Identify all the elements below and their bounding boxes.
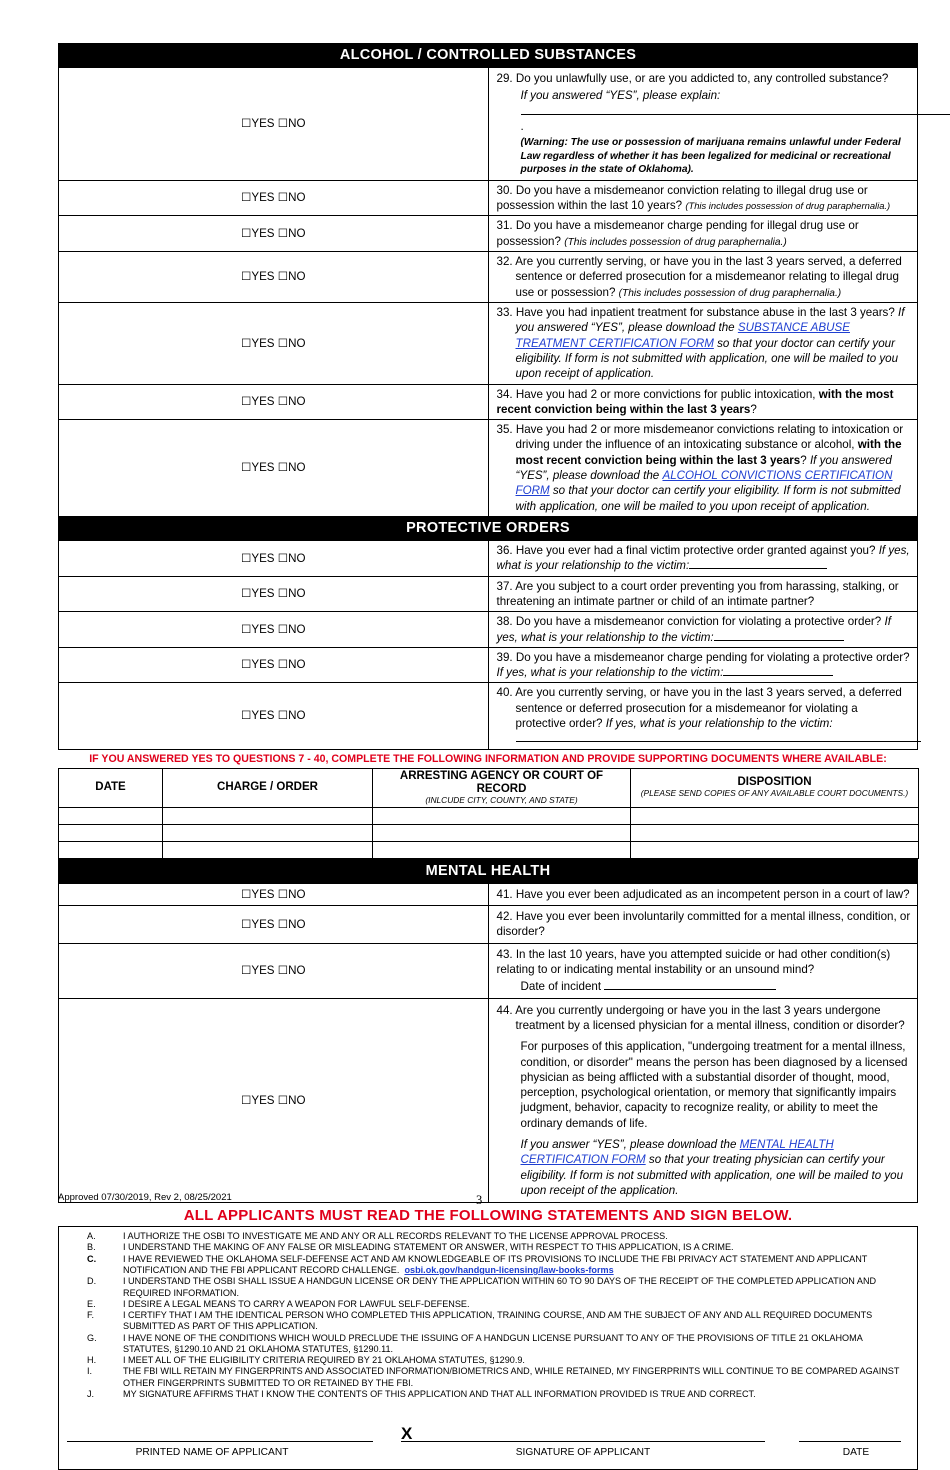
questions-table-mental (58, 859, 918, 1203)
yes-no-checkbox-36[interactable]: ☐YES ☐NO (59, 541, 489, 577)
question-38-text: 38. Do you have a misdemeanor conviction for violating a protective order? (497, 615, 882, 628)
record-cell[interactable] (163, 807, 373, 824)
signature-label: SIGNATURE OF APPLICANT (401, 1447, 765, 1458)
question-37-text: 37. Are you subject to a court order preventing you from harassing, stalking, or threatening an intimate partner or child of an intimate partner? (497, 580, 899, 608)
question-44-text: 44. Are you currently undergoing or have you in the last 3 years undergone treatment by a licensed physician for a mental illness, condition or disorder? (497, 1004, 905, 1032)
statement-letter: J. (87, 1389, 123, 1400)
yes-no-checkbox-40[interactable]: ☐YES ☐NO (59, 683, 489, 749)
statement-letter: D. (87, 1276, 123, 1299)
statement-text: MY SIGNATURE AFFIRMS THAT I KNOW THE CONTENTS OF THIS APPLICATION AND THAT ALL INFORMATION PROVIDED IS TRUE AND CORRECT. (123, 1389, 907, 1400)
record-cell[interactable] (631, 841, 919, 858)
question-35-text: 35. Have you had 2 or more misdemeanor convictions relating to intoxication or driving under the influence of an intoxicating substance or alcohol, (497, 423, 904, 451)
question-44 (59, 998, 918, 1203)
yes-no-checkbox-34[interactable]: ☐YES ☐NO (59, 384, 489, 420)
statement-c (87, 1254, 907, 1277)
statement-letter: G. (87, 1333, 123, 1356)
signature-line[interactable] (401, 1441, 765, 1442)
records-header-agency-sub: (INLCUDE CITY, COUNTY, AND STATE) (374, 796, 629, 806)
records-table (58, 768, 919, 859)
statement-letter: C. (87, 1254, 123, 1277)
yes-no-checkbox-37[interactable]: ☐YES ☐NO (59, 576, 489, 612)
yes-no-checkbox-44[interactable]: ☐YES ☐NO (59, 998, 489, 1203)
statement-f (87, 1310, 907, 1333)
statement-letter: A. (87, 1231, 123, 1242)
question-32-note: (This includes possession of drug paraphernalia.) (619, 288, 842, 299)
statement-text: I UNDERSTAND THE OSBI SHALL ISSUE A HANDGUN LICENSE OR DENY THE APPLICATION WITHIN 60 TO 90 DAYS OF THE RECEIPT OF THE COMPLETED APPLICATION AND REQUIRED INFORMATION. (123, 1276, 907, 1299)
printed-name-label: PRINTED NAME OF APPLICANT (67, 1447, 357, 1458)
signature-x-mark: X (401, 1424, 412, 1444)
question-34 (59, 384, 918, 420)
date-label: DATE (799, 1447, 913, 1458)
marijuana-warning: (Warning: The use or possession of marijuana remains unlawful under Federal Law regardless of whether it has been legalized for medicinal or recreational purposes in the state of Oklahoma). (497, 136, 912, 176)
statement-j (87, 1389, 907, 1400)
question-35-instruction: If you answered “YES”, please download the (516, 454, 892, 482)
statements-header: ALL APPLICANTS MUST READ THE FOLLOWING STATEMENTS AND SIGN BELOW. (58, 1203, 918, 1226)
question-30-text: 30. Do you have a misdemeanor conviction relating to illegal drug use or possession within the last 10 years? (497, 184, 868, 212)
question-31 (59, 216, 918, 252)
date-of-incident-label: Date of incident (521, 980, 602, 993)
explain-input-29[interactable] (521, 104, 950, 115)
yes-no-checkbox-30[interactable]: ☐YES ☐NO (59, 180, 489, 216)
question-44-after: so that your treating physician can certify your eligibility. If form is not submitted with application, one will be mailed to you upon receipt of the application. (521, 1153, 904, 1197)
record-cell[interactable] (59, 841, 163, 858)
question-39 (59, 647, 918, 683)
yes-no-checkbox-32[interactable]: ☐YES ☐NO (59, 252, 489, 303)
statement-letter: B. (87, 1242, 123, 1253)
question-42 (59, 906, 918, 944)
question-40-text: 40. Are you currently serving, or have you in the last 3 years served, a deferred sentence or deferred prosecution for a misdemeanor for violating a protective order? (497, 686, 902, 730)
statement-letter: E. (87, 1299, 123, 1310)
record-cell[interactable] (373, 807, 631, 824)
statement-letter: F. (87, 1310, 123, 1333)
yes-no-checkbox-42[interactable]: ☐YES ☐NO (59, 906, 489, 944)
statement-text: I MEET ALL OF THE ELIGIBILITY CRITERIA REQUIRED BY 21 OKLAHOMA STATUTES, §1290.9. (123, 1355, 907, 1366)
question-29-text: 29. Do you unlawfully use, or are you addicted to, any controlled substance? (497, 71, 912, 86)
question-29-explain-label: If you answered “YES”, please explain: (521, 89, 721, 102)
yes-no-checkbox-35[interactable]: ☐YES ☐NO (59, 420, 489, 517)
section-header-protective: PROTECTIVE ORDERS (59, 516, 918, 540)
yes-no-checkbox-38[interactable]: ☐YES ☐NO (59, 612, 489, 648)
records-header-agency (373, 768, 631, 807)
question-30-note: (This includes possession of drug paraphernalia.) (685, 200, 890, 211)
question-36-instruction: If yes, what is your relationship to the victim: (497, 544, 910, 572)
records-header-charge: CHARGE / ORDER (163, 768, 373, 807)
record-cell[interactable] (373, 841, 631, 858)
question-33-instruction: If you answered “YES”, please download the (516, 306, 905, 334)
table-row (59, 807, 919, 824)
question-33-after: so that your doctor can certify your eligibility. If form is not submitted with application, one will be mailed to you upon receipt of application. (516, 337, 899, 381)
question-43 (59, 943, 918, 998)
record-cell[interactable] (59, 824, 163, 841)
question-34-text: 34. Have you had 2 or more convictions for public intoxication, (497, 388, 816, 401)
question-37 (59, 576, 918, 612)
question-43-text: 43. In the last 10 years, have you attempted suicide or had other condition(s) relating to or indicating mental instability or an unsound mind? (497, 947, 912, 978)
yes-no-checkbox-43[interactable]: ☐YES ☐NO (59, 943, 489, 998)
section-header-alcohol: ALCOHOL / CONTROLLED SUBSTANCES (59, 44, 918, 68)
statement-text: I HAVE REVIEWED THE OKLAHOMA SELF-DEFENSE ACT AND AM KNOWLEDGEABLE OF ITS PROVISIONS TO INCLUDE THE FBI PRIVACY ACT STATEMENT AND APPLICANT NOTIFICATION AND THE FBI APPLICANT RECORD CHALLENGE. (123, 1254, 867, 1275)
date-line[interactable] (799, 1441, 901, 1442)
printed-name-line[interactable] (67, 1441, 373, 1442)
question-36-text: 36. Have you ever had a final victim protective order granted against you? (497, 544, 876, 557)
relationship-input-39[interactable] (723, 665, 833, 676)
statement-text: I UNDERSTAND THE MAKING OF ANY FALSE OR MISLEADING STATEMENT OR ANSWER, WITH RESPECT TO THIS APPLICATION, IS A CRIME. (123, 1242, 907, 1253)
question-40-instruction: If yes, what is your relationship to the victim: (606, 717, 833, 730)
question-33 (59, 303, 918, 384)
page-number: 3 (476, 1193, 482, 1208)
substance-abuse-form-link[interactable]: SUBSTANCE ABUSE TREATMENT CERTIFICATION FORM (516, 321, 850, 349)
revision-footer: Approved 07/30/2019, Rev 2, 08/25/2021 (58, 1192, 232, 1203)
question-32-text: 32. Are you currently serving, or have you in the last 3 years served, a deferred sentence or deferred prosecution for a misdemeanor relating to illegal drug use or possession? (497, 255, 902, 299)
question-35-mark: ? (800, 454, 806, 467)
statements-box (58, 1226, 918, 1470)
osbi-law-books-link[interactable]: osbi.ok.gov/handgun-licensing/law-books-forms (404, 1265, 613, 1275)
yes-no-checkbox-29[interactable]: ☐YES ☐NO (59, 68, 489, 181)
relationship-input-36[interactable] (689, 558, 827, 569)
question-35-bold: with the most recent conviction being within the last 3 years (516, 438, 902, 466)
table-row (59, 841, 919, 858)
records-instruction: IF YOU ANSWERED YES TO QUESTIONS 7 - 40, COMPLETE THE FOLLOWING INFORMATION AND PROVIDE SUPPORTING DOCUMENTS WHERE AVAILABLE: (58, 750, 918, 768)
statement-a (87, 1231, 907, 1242)
question-36 (59, 541, 918, 577)
statement-text: I AUTHORIZE THE OSBI TO INVESTIGATE ME AND ANY OR ALL RECORDS RELEVANT TO THE LICENSE APPROVAL PROCESS. (123, 1231, 907, 1242)
records-header-agency-label: ARRESTING AGENCY OR COURT OF RECORD (400, 770, 603, 795)
statement-text: I DESIRE A LEGAL MEANS TO CARRY A WEAPON FOR LAWFUL SELF-DEFENSE. (123, 1299, 907, 1310)
statement-g (87, 1333, 907, 1356)
record-cell[interactable] (631, 807, 919, 824)
alcohol-convictions-form-link[interactable]: ALCOHOL CONVICTIONS CERTIFICATION FORM (516, 469, 893, 497)
records-header-disposition (631, 768, 919, 807)
question-31-note: (This includes possession of drug paraphernalia.) (564, 237, 787, 248)
question-32 (59, 252, 918, 303)
section-header-mental: MENTAL HEALTH (59, 859, 918, 883)
yes-no-checkbox-33[interactable]: ☐YES ☐NO (59, 303, 489, 384)
question-38-instruction: If yes, what is your relationship to the victim: (497, 615, 891, 643)
statement-b (87, 1242, 907, 1253)
question-39-instruction: If yes, what is your relationship to the victim: (497, 666, 724, 679)
yes-no-checkbox-41[interactable]: ☐YES ☐NO (59, 883, 489, 905)
question-41 (59, 883, 918, 905)
question-44-instruction: If you answer “YES”, please download the (521, 1138, 737, 1151)
statement-text: I HAVE NONE OF THE CONDITIONS WHICH WOULD PRECLUDE THE ISSUING OF A HANDGUN LICENSE PURSUANT TO ANY OF THE PROVISIONS OF TITLE 21 OKLAHOMA STATUTES, §1290.10 AND 21 OKLAHOMA STATUTES, §1290.11. (123, 1333, 907, 1356)
statement-e (87, 1299, 907, 1310)
statement-i (87, 1366, 907, 1389)
statement-h (87, 1355, 907, 1366)
statement-letter: I. (87, 1366, 123, 1389)
statement-text: I CERTIFY THAT I AM THE IDENTICAL PERSON WHO COMPLETED THIS APPLICATION, TRAINING COURSE, AND AM THE SUBJECT OF ANY AND ALL REQUIRED DOCUMENTS SUBMITTED AS PART OF THIS APPLICATION. (123, 1310, 907, 1333)
question-35-after: so that your doctor can certify your eligibility. If form is not submitted with application, one will be mailed to you upon receipt of application. (516, 484, 901, 512)
question-34-bold: with the most recent conviction being within the last 3 years (497, 388, 894, 416)
yes-no-checkbox-31[interactable]: ☐YES ☐NO (59, 216, 489, 252)
mental-health-form-link[interactable]: MENTAL HEALTH CERTIFICATION FORM (521, 1138, 834, 1166)
question-38 (59, 612, 918, 648)
relationship-input-40[interactable] (516, 731, 921, 742)
question-30 (59, 180, 918, 216)
record-cell[interactable] (163, 841, 373, 858)
statement-text: THE FBI WILL RETAIN MY FINGERPRINTS AND ASSOCIATED INFORMATION/BIOMETRICS AND, WHILE RETAINED, MY FINGERPRINTS WILL CONTINUE TO BE COMPARED AGAINST OTHER FINGERPRINTS SUBMITTED TO OR RETAINED BY THE FBI. (123, 1366, 907, 1389)
relationship-input-38[interactable] (714, 630, 844, 641)
question-39-text: 39. Do you have a misdemeanor charge pending for violating a protective order? (497, 651, 910, 664)
questions-table-upper (58, 43, 918, 750)
records-header-disposition-sub: (PLEASE SEND COPIES OF ANY AVAILABLE COURT DOCUMENTS.) (632, 789, 917, 799)
signature-row (59, 1425, 917, 1465)
question-31-text: 31. Do you have a misdemeanor charge pending for illegal drug use or possession? (497, 219, 859, 247)
date-of-incident-input[interactable] (604, 979, 776, 990)
question-42-text: 42. Have you ever been involuntarily committed for a mental illness, condition, or disorder? (497, 910, 911, 938)
statement-letter: H. (87, 1355, 123, 1366)
record-cell[interactable] (373, 824, 631, 841)
statement-d (87, 1276, 907, 1299)
question-40 (59, 683, 918, 749)
question-29: ☐YES ☐NO 29. Do you unlawfully use, or are you addicted to, any controlled substance? If you answered “YES”, please explain: . (Warning: The use or possession of marijuana remains unlawful under Federal Law regardless of whether it has been legalized for medicinal or recreational purposes in the state of Oklahoma). (59, 68, 918, 181)
record-cell[interactable] (163, 824, 373, 841)
record-cell[interactable] (631, 824, 919, 841)
question-41-text: 41. Have you ever been adjudicated as an incompetent person in a court of law? (497, 888, 910, 901)
table-row (59, 824, 919, 841)
application-page (58, 43, 918, 1470)
record-cell[interactable] (59, 807, 163, 824)
treatment-definition: For purposes of this application, "undergoing treatment for a mental illness, condition, or disorder" means the person has been diagnosed by a licensed physician as being afflicted with a substantial disorder of thought, mood, perception, psychological orientation, or memory that significantly impairs judgment, behavior, capacity to recognize reality, or ability to meet the ordinary demands of life. (497, 1039, 912, 1131)
question-33-text: 33. Have you had inpatient treatment for substance abuse in the last 3 years? (497, 306, 895, 319)
question-35 (59, 420, 918, 517)
question-34-mark: ? (750, 403, 756, 416)
yes-no-checkbox-39[interactable]: ☐YES ☐NO (59, 647, 489, 683)
records-header-disposition-label: DISPOSITION (737, 776, 811, 788)
records-header-date: DATE (59, 768, 163, 807)
